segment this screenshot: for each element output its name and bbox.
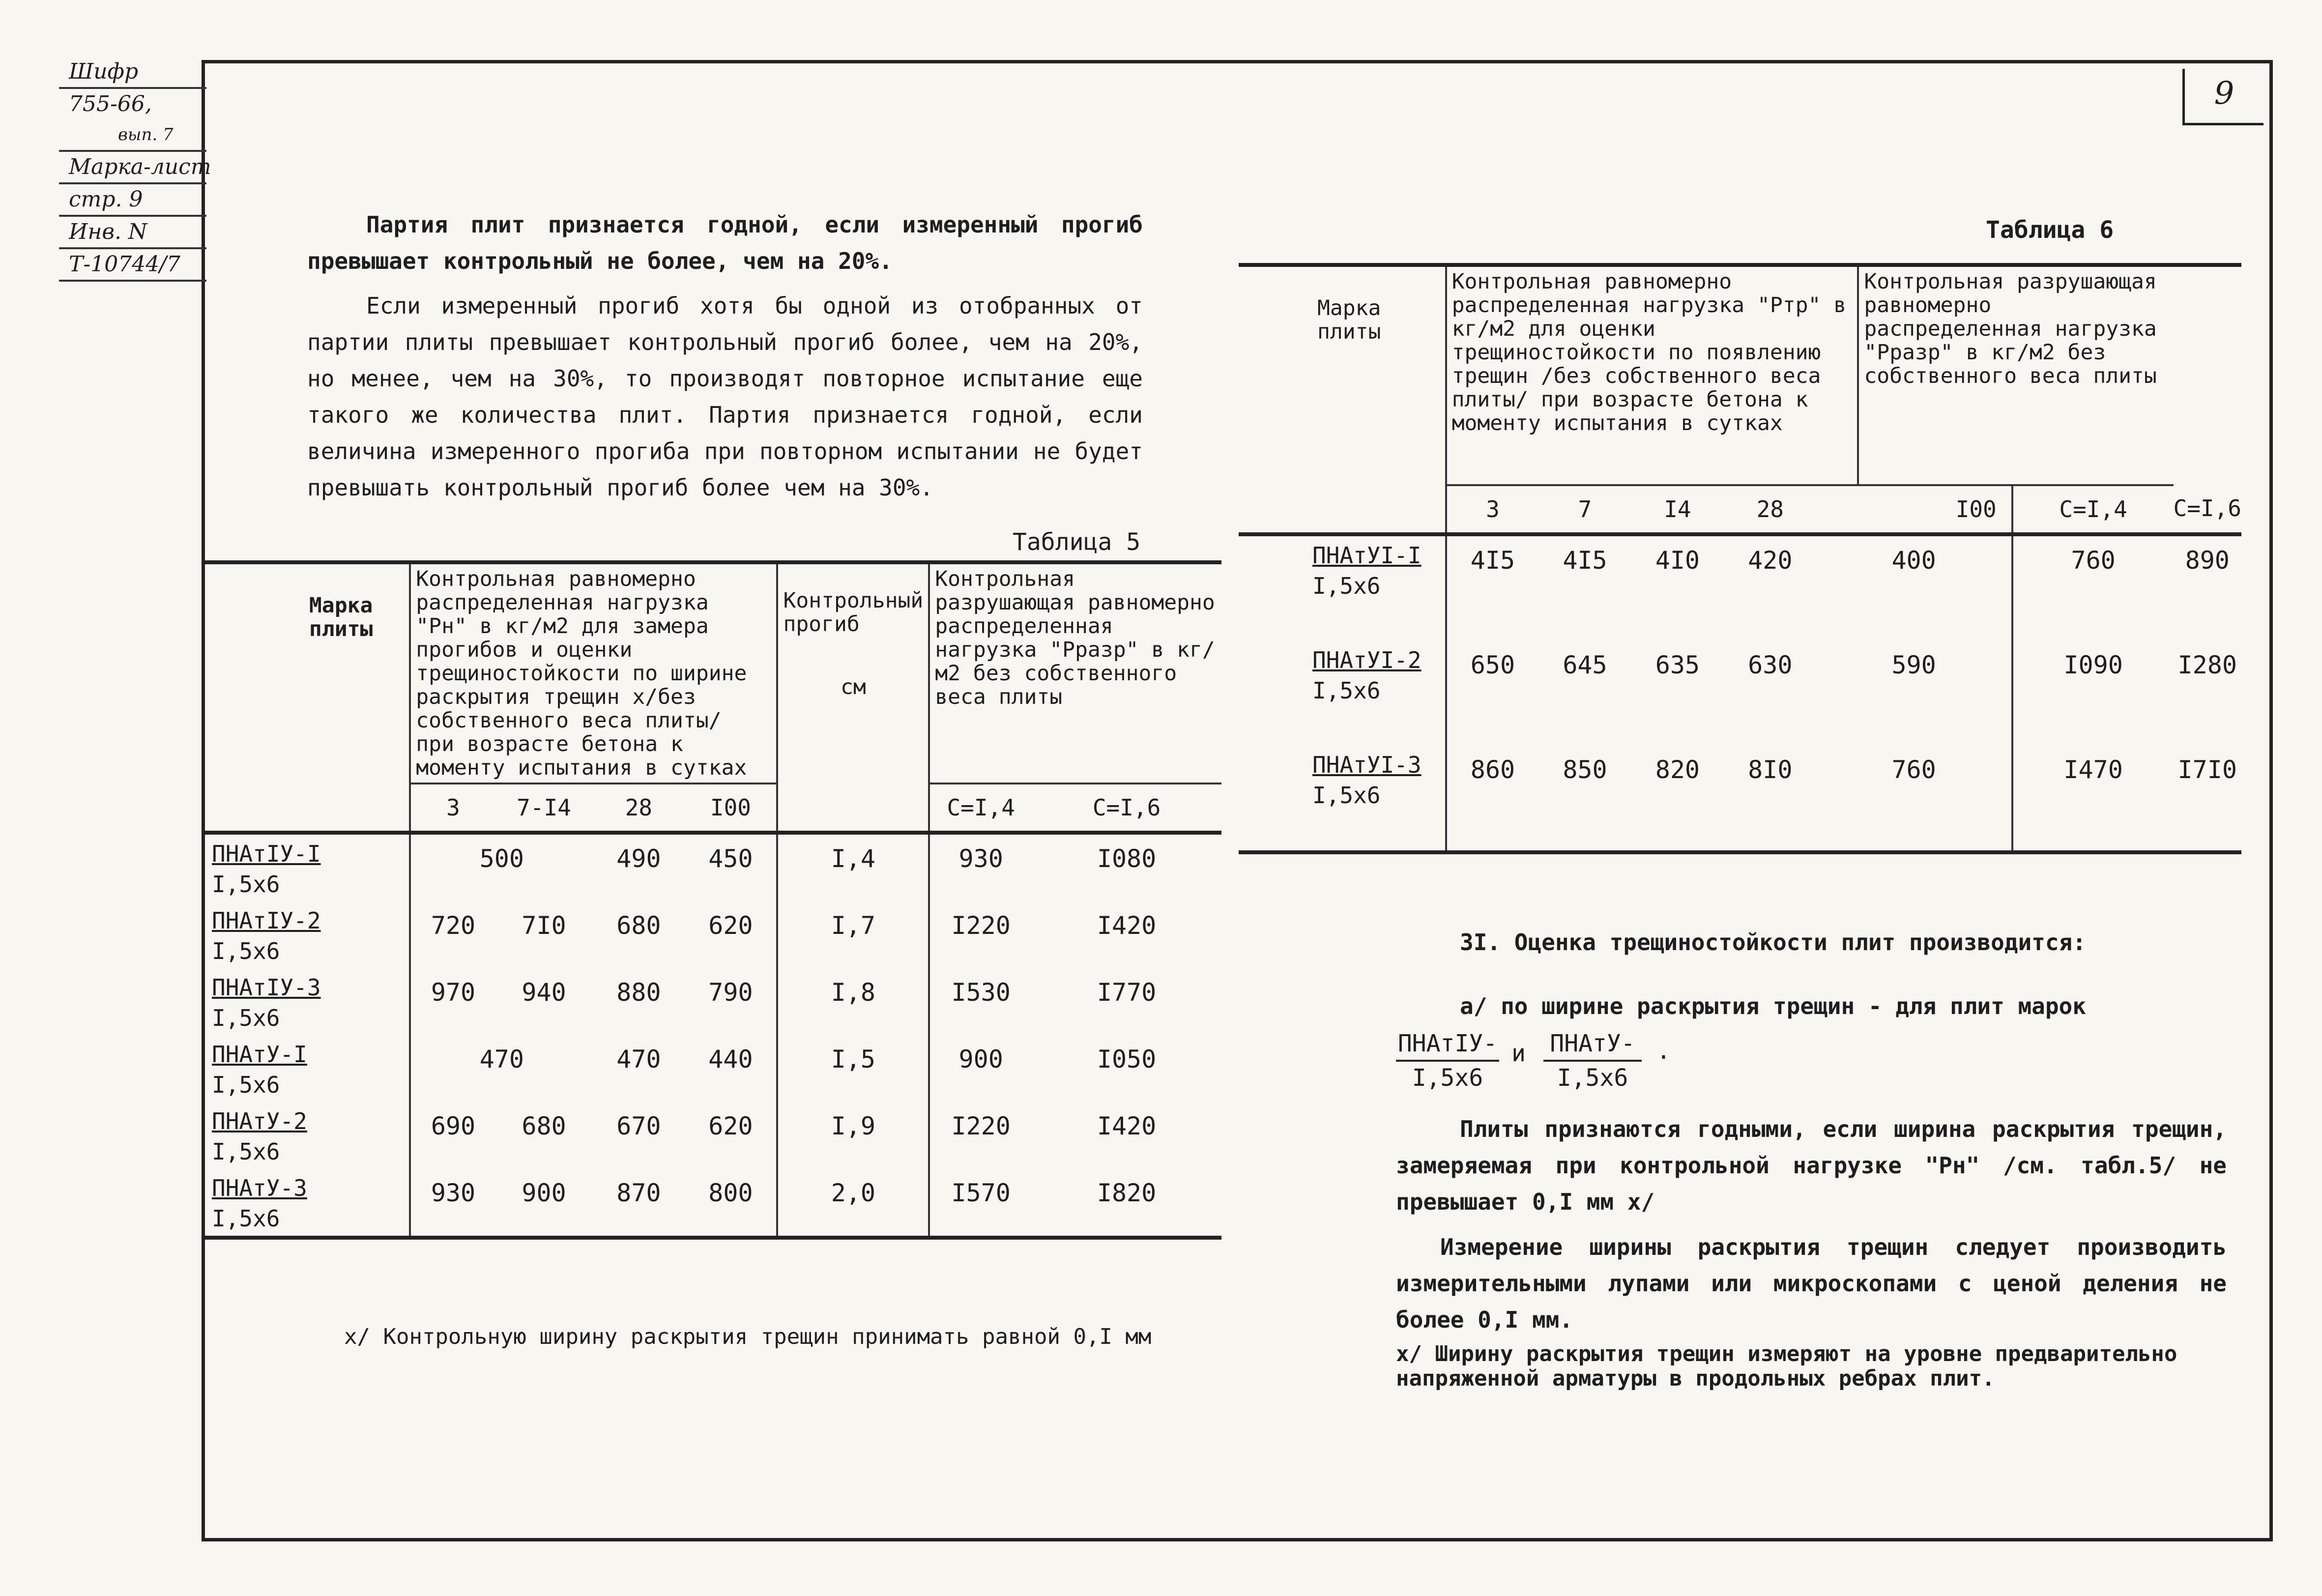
stamp-line: Инв. N (59, 217, 206, 249)
table5-header-load: Контрольная равномерно распределенная нагрузка "Рн" в кг/м2 для замера прогибов и оценки трещиностойкости по ширине раскрытия трещин х/без собственного веса плиты/ при возрасте бетона к моменту испытания в сутках (410, 562, 777, 783)
load-100: 620 (685, 901, 777, 968)
table5-row (204, 901, 1221, 968)
archive-stamp (59, 57, 211, 282)
plate-mark: ПНАтУ-2 (212, 1108, 307, 1134)
table6-header-mark: Марка плиты (1239, 265, 1446, 534)
load-7-14: 900 (522, 1179, 566, 1207)
breaking-c-1-6: I7I0 (2177, 755, 2237, 784)
breaking-c-1-6: I080 (1097, 844, 1157, 873)
load-3-14: 500 (479, 844, 524, 873)
plate-mark: ПНАтУI-2 (1312, 647, 1422, 673)
breaking-c-1-4: 900 (958, 1045, 1003, 1074)
paragraph-measurement: Измерение ширины раскрытия трещин следует производить измерительными лупами или микроскопами с ценой деления не более 0,I мм. (1396, 1234, 2227, 1333)
load-14: 635 (1655, 651, 1700, 679)
table5-mark-cell (204, 1169, 410, 1238)
table5-c-1-4: С=I,4 (947, 794, 1015, 821)
table5-footnote: х/ Контрольную ширину раскрытия трещин принимать равной 0,I мм (344, 1324, 1152, 1349)
breaking-c-1-4: 930 (958, 844, 1003, 873)
breaking-c-1-6: I280 (2177, 651, 2237, 679)
table6-age-100: I00 (1816, 485, 2012, 534)
load-3: 720 (431, 911, 476, 940)
load-14: 820 (1655, 755, 1700, 784)
load-3-14: 470 (479, 1045, 524, 1074)
item-a: а/ по ширине раскрытия трещин - для плит марок (1460, 993, 2086, 1019)
table5-age-100: I00 (685, 783, 777, 833)
deflection: 2,0 (777, 1169, 929, 1238)
table6-header-breaking: Контрольная разрушающая равномерно распределенная нагрузка "Рразр" в кг/м2 без собственного веса плиты (1858, 265, 2173, 485)
mark-fraction-v-top: ПНАтУ- (1543, 1027, 1642, 1062)
table5-header-deflection-unit: см (840, 675, 866, 699)
plate-mark: ПНАтIУ-I (212, 841, 321, 867)
load-7: 850 (1563, 755, 1607, 784)
breaking-c-1-6: I420 (1097, 911, 1157, 940)
table6-header-load: Контрольная равномерно распределенная нагрузка "Ртр" в кг/м2 для оценки трещиностойкости по появлению трещин /без собственного веса плиты/ при возрасте бетона к моменту испытания в сутках (1446, 265, 1858, 485)
table6-row (1239, 746, 2241, 852)
plate-size: I,5х6 (1312, 573, 1381, 599)
table5-mark-cell (204, 1102, 410, 1169)
paragraph-acceptance: Партия плит признается годной, если измеренный прогиб превышает контрольный не более, чем на 20%. (307, 211, 1143, 274)
table5-header-breaking: Контрольная разрушающая равномерно распределенная нагрузка "Рразр" в кг/м2 без собственного веса плиты (929, 562, 1221, 783)
plate-mark: ПНАтУI-3 (1312, 752, 1422, 778)
load-100: 450 (685, 833, 777, 901)
fraction-and: и (1511, 1040, 1526, 1067)
plate-size: I,5х6 (212, 1205, 280, 1232)
plate-size: I,5х6 (212, 938, 280, 964)
breaking-c-1-6: I420 (1097, 1112, 1157, 1140)
table5-header-mark: Марка плиты (204, 562, 410, 833)
load-100: 620 (685, 1102, 777, 1169)
load-7-14: 940 (522, 978, 566, 1007)
load-3: 690 (431, 1112, 476, 1140)
mark-fraction-v (1543, 1027, 1642, 1094)
breaking-c-1-6: I770 (1097, 978, 1157, 1007)
stamp-line: стр. 9 (59, 184, 206, 217)
load-3: 930 (431, 1179, 476, 1207)
stamp-line: 755-66, (69, 91, 152, 116)
load-100: 440 (685, 1035, 777, 1102)
load-100: 760 (1816, 746, 2012, 852)
table5-row (204, 1169, 1221, 1238)
load-3: 650 (1470, 651, 1515, 679)
deflection: I,8 (777, 968, 929, 1035)
plate-size: I,5х6 (212, 1005, 280, 1031)
plate-size: I,5х6 (1312, 677, 1381, 704)
load-7-14: 680 (522, 1112, 566, 1140)
table6-row (1239, 534, 2241, 641)
stamp-line: вып. 7 (59, 119, 206, 152)
table6-mark-cell (1239, 534, 1446, 641)
fraction-end: . (1656, 1037, 1671, 1065)
breaking-c-1-6: 890 (2185, 546, 2230, 575)
table5-age-28: 28 (625, 794, 653, 821)
load-28: 8I0 (1748, 755, 1793, 784)
mark-fraction-v-bottom: I,5х6 (1557, 1064, 1628, 1092)
deflection: I,7 (777, 901, 929, 968)
table6-mark-cell (1239, 641, 1446, 746)
load-28: 630 (1748, 651, 1793, 679)
breaking-c-1-4: I090 (2063, 651, 2123, 679)
breaking-c-1-4: I530 (951, 978, 1011, 1007)
breaking-c-1-4: I470 (2063, 755, 2123, 784)
table5-header-deflection-label: Контрольный прогиб (783, 588, 924, 637)
table5-caption: Таблица 5 (1013, 528, 1141, 556)
plate-size: I,5х6 (212, 871, 280, 898)
breaking-c-1-4: I570 (951, 1179, 1011, 1207)
crack-footnote: х/ Ширину раскрытия трещин измеряют на уровне предварительно напряженной арматуры в продольных ребрах плит. (1396, 1341, 2177, 1391)
load-100: 800 (685, 1169, 777, 1238)
load-7: 645 (1563, 651, 1607, 679)
stamp-line: Шифр (59, 57, 206, 89)
table6-age-14: I4 (1664, 496, 1691, 522)
load-28: 490 (616, 844, 661, 873)
load-100: 400 (1816, 534, 2012, 641)
breaking-c-1-4: 760 (2071, 546, 2116, 575)
table6-c-1-4: С=I,4 (2059, 496, 2127, 522)
plate-mark: ПНАтIУ-2 (212, 907, 321, 934)
stamp-line: Марка-лист (59, 152, 206, 184)
mark-fraction-iv (1396, 1027, 1499, 1094)
deflection: I,4 (777, 833, 929, 901)
table5-age-3: 3 (446, 794, 460, 821)
load-7: 4I5 (1563, 546, 1607, 575)
load-14: 4I0 (1655, 546, 1700, 575)
table-6 (1239, 263, 2241, 854)
load-3: 4I5 (1470, 546, 1515, 575)
table6-age-3: 3 (1486, 496, 1500, 522)
load-7-14: 7I0 (522, 911, 566, 940)
table6-row (1239, 641, 2241, 746)
section-31-heading: 3I. Оценка трещиностойкости плит производится: (1460, 929, 2086, 956)
table5-mark-cell (204, 968, 410, 1035)
plate-size: I,5х6 (212, 1072, 280, 1098)
table5-mark-cell (204, 833, 410, 901)
load-28: 670 (616, 1112, 661, 1140)
deflection: I,5 (777, 1035, 929, 1102)
load-3: 860 (1470, 755, 1515, 784)
table5-header-deflection (777, 562, 929, 833)
table5-mark-cell (204, 1035, 410, 1102)
stamp-line: Т-10744/7 (59, 249, 206, 282)
mark-fraction-iv-bottom: I,5х6 (1412, 1064, 1483, 1092)
table6-age-28: 28 (1756, 496, 1784, 522)
load-28: 870 (616, 1179, 661, 1207)
table5-row (204, 1102, 1221, 1169)
table5-row (204, 1035, 1221, 1102)
paragraph-retest: Если измеренный прогиб хотя бы одной из отобранных от партии плиты превышает контрольный прогиб более, чем на 20%, но менее, чем на 30%, то производят повторное испытание еще такого же количества плит. Партия признается годной, если величина измеренного прогиба при повторном испытании не будет превышать контрольный прогиб более чем на 30%. (307, 292, 1143, 501)
breaking-c-1-6: I820 (1097, 1179, 1157, 1207)
breaking-c-1-6: I050 (1097, 1045, 1157, 1074)
table6-mark-cell (1239, 746, 1446, 852)
breaking-c-1-4: I220 (951, 1112, 1011, 1140)
plate-size: I,5х6 (212, 1138, 280, 1165)
table6-c-1-6: С=I,6 (2173, 495, 2241, 522)
plate-mark: ПНАтУI-I (1312, 542, 1422, 569)
load-28: 880 (616, 978, 661, 1007)
table5-row (204, 968, 1221, 1035)
table6-caption: Таблица 6 (1986, 216, 2114, 244)
paragraph-accept-cracks: Плиты признаются годными, если ширина раскрытия трещин, замеряемая при контрольной нагрузке "Рн" /см. табл.5/ не превышает 0,I мм х/ (1396, 1116, 2227, 1215)
table5-c-1-6: С=I,6 (1092, 794, 1161, 821)
load-28: 680 (616, 911, 661, 940)
load-100: 590 (1816, 641, 2012, 746)
plate-mark: ПНАтУ-I (212, 1041, 307, 1068)
plate-mark: ПНАтУ-3 (212, 1175, 307, 1201)
load-28: 420 (1748, 546, 1793, 575)
table5-age-7-14: 7-I4 (517, 794, 571, 821)
deflection: I,9 (777, 1102, 929, 1169)
load-28: 470 (616, 1045, 661, 1074)
load-100: 790 (685, 968, 777, 1035)
plate-mark: ПНАтIУ-3 (212, 974, 321, 1001)
mark-fraction-iv-top: ПНАтIУ- (1396, 1027, 1499, 1062)
table-5 (204, 560, 1221, 1240)
page-number: 9 (2182, 69, 2264, 125)
table5-row (204, 833, 1221, 901)
load-3: 970 (431, 978, 476, 1007)
table5-mark-cell (204, 901, 410, 968)
breaking-c-1-4: I220 (951, 911, 1011, 940)
table6-age-7: 7 (1578, 496, 1592, 522)
plate-size: I,5х6 (1312, 782, 1381, 809)
